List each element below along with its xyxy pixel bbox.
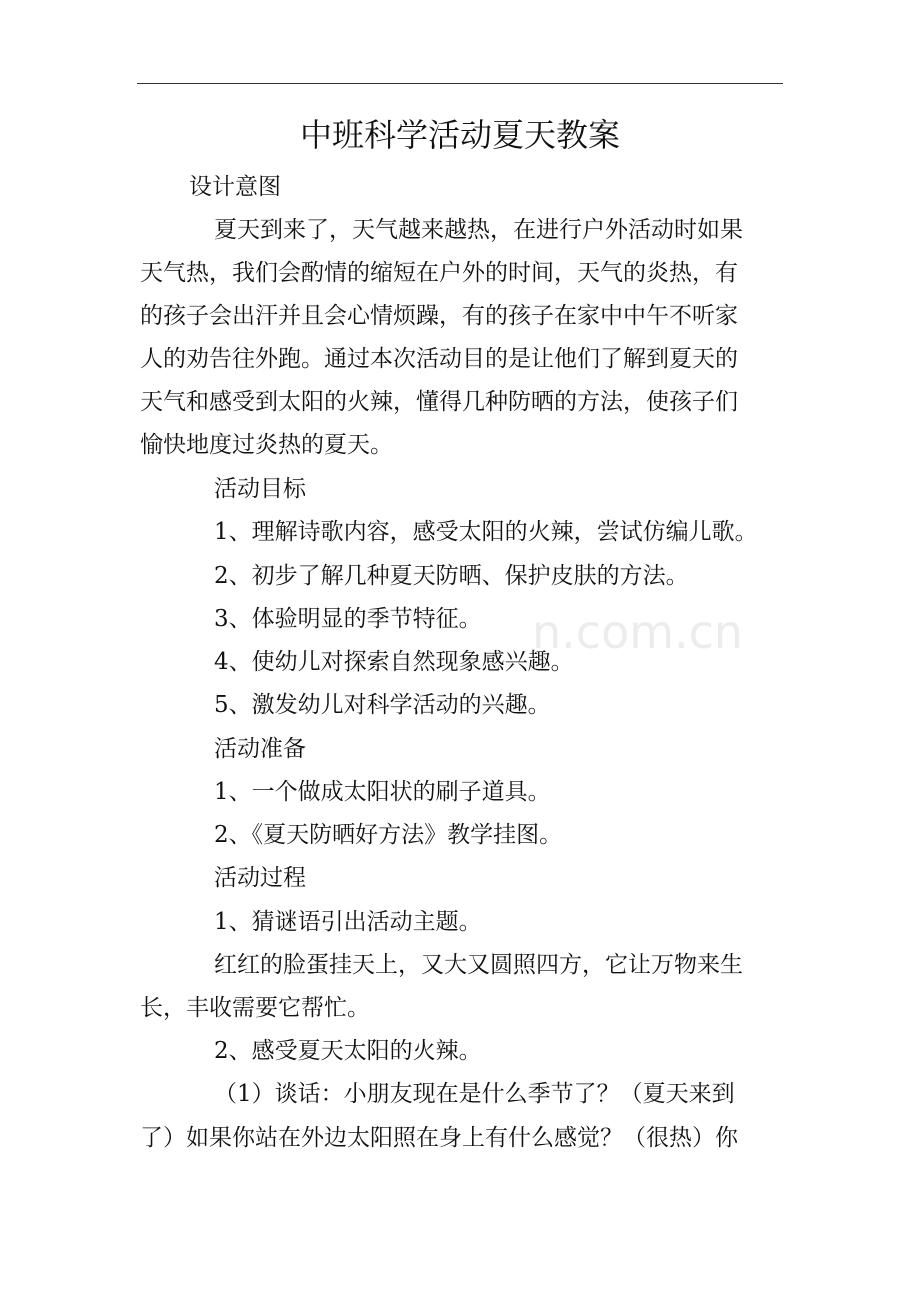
- goal-item: 2、初步了解几种夏天防晒、保护皮肤的方法。: [214, 563, 689, 589]
- goal-item: 4、使幼儿对探索自然现象感兴趣。: [214, 649, 574, 675]
- paragraph-line: 天气和感受到太阳的火辣，懂得几种防晒的方法，使孩子们: [140, 389, 738, 415]
- paragraph-line: 的孩子会出汗并且会心情烦躁，有的孩子在家中中午不听家: [140, 303, 738, 329]
- process-step: 1、猜谜语引出活动主题。: [214, 909, 482, 935]
- preparation-item: 1、一个做成太阳状的刷子道具。: [214, 779, 551, 805]
- goal-item: 5、激发幼儿对科学活动的兴趣。: [214, 692, 551, 718]
- paragraph-line: 天气热，我们会酌情的缩短在户外的时间，天气的炎热，有: [140, 260, 738, 286]
- paragraph-line: 人的劝告往外跑。通过本次活动目的是让他们了解到夏天的: [140, 346, 738, 372]
- dialogue-line: （1）谈话：小朋友现在是什么季节了？（夏天来到: [214, 1081, 735, 1107]
- goal-item: 3、体验明显的季节特征。: [214, 606, 482, 632]
- header-rule: [137, 83, 783, 84]
- dialogue-line: 了）如果你站在外边太阳照在身上有什么感觉？（很热）你: [140, 1125, 738, 1151]
- preparation-item: 2、《夏天防晒好方法》教学挂图。: [214, 822, 563, 848]
- section-heading-goals: 活动目标: [214, 476, 306, 502]
- section-heading-design-intent: 设计意图: [189, 174, 281, 200]
- goal-item: 1、理解诗歌内容，感受太阳的火辣，尝试仿编儿歌。: [214, 519, 758, 545]
- section-heading-preparation: 活动准备: [214, 736, 306, 762]
- riddle-line: 红红的脸蛋挂天上，又大又圆照四方，它让万物来生: [214, 952, 743, 978]
- watermark: n.com.cn: [532, 605, 744, 659]
- document-title: 中班科学活动夏天教案: [299, 116, 620, 154]
- riddle-line: 长，丰收需要它帮忙。: [140, 995, 370, 1021]
- paragraph-line: 夏天到来了，天气越来越热，在进行户外活动时如果: [214, 217, 743, 243]
- process-step: 2、感受夏天太阳的火辣。: [214, 1038, 482, 1064]
- section-heading-process: 活动过程: [214, 865, 306, 891]
- paragraph-line: 愉快地度过炎热的夏天。: [140, 432, 393, 458]
